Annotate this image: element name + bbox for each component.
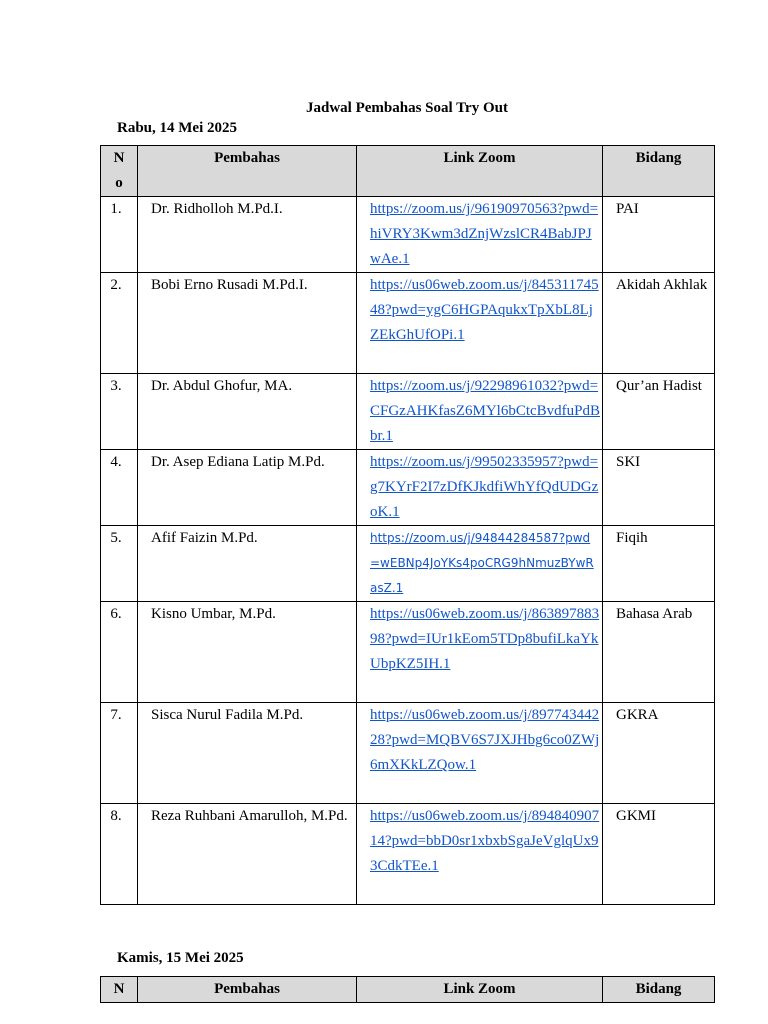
table-row xyxy=(101,273,715,374)
header-no: N xyxy=(101,977,138,1003)
day-2-date: Kamis, 15 Mei 2025 xyxy=(117,950,244,966)
bidang: Fiqih xyxy=(603,526,715,602)
zoom-link[interactable]: https://us06web.zoom.us/j/84531174548?pwd=ygC6HGPAqukxTpXbL8LjZEkGhUfOPi.1 xyxy=(370,277,599,343)
zoom-link[interactable]: https://us06web.zoom.us/j/89484090714?pwd=bbD0sr1xbxbSgaJeVglqUx93CdkTEe.1 xyxy=(370,808,600,874)
table-row xyxy=(101,602,715,703)
table-row xyxy=(101,197,715,273)
zoom-link[interactable]: https://us06web.zoom.us/j/86389788398?pwd=IUr1kEom5TDp8bufiLkaYkUbpKZ5IH.1 xyxy=(370,606,600,672)
zoom-link-cell xyxy=(357,703,603,804)
header-bidang: Bidang xyxy=(603,146,715,197)
bidang: PAI xyxy=(603,197,715,273)
header-no xyxy=(101,146,138,197)
bidang: GKMI xyxy=(603,804,715,905)
bidang: Bahasa Arab xyxy=(603,602,715,703)
row-number: 1. xyxy=(101,197,138,273)
row-number: 4. xyxy=(101,450,138,526)
table-header-row xyxy=(101,977,715,1003)
table-row xyxy=(101,703,715,804)
row-number: 3. xyxy=(101,374,138,450)
zoom-link[interactable]: https://zoom.us/j/96190970563?pwd=hiVRY3Kwm3dZnjWzslCR4BabJPJwAe.1 xyxy=(370,201,599,267)
pembahas-name: Dr. Abdul Ghofur, MA. xyxy=(138,374,357,450)
day-1-date: Rabu, 14 Mei 2025 xyxy=(117,120,237,136)
zoom-link-cell xyxy=(357,804,603,905)
zoom-link-cell xyxy=(357,374,603,450)
table-row xyxy=(101,526,715,602)
zoom-link[interactable]: https://us06web.zoom.us/j/89774344228?pwd=MQBV6S7JXJHbg6co0ZWj6mXKkLZQow.1 xyxy=(370,707,600,773)
pembahas-name: Bobi Erno Rusadi M.Pd.I. xyxy=(138,273,357,374)
header-link-zoom: Link Zoom xyxy=(357,977,603,1003)
document-title: Jadwal Pembahas Soal Try Out xyxy=(306,100,508,116)
zoom-link[interactable]: https://zoom.us/j/99502335957?pwd=g7KYrF2I7zDfKJkdfiWhYfQdUDGzoK.1 xyxy=(370,454,599,520)
pembahas-name: Sisca Nurul Fadila M.Pd. xyxy=(138,703,357,804)
table-row xyxy=(101,804,715,905)
zoom-link-cell xyxy=(357,602,603,703)
table-row xyxy=(101,374,715,450)
pembahas-name: Kisno Umbar, M.Pd. xyxy=(138,602,357,703)
header-pembahas: Pembahas xyxy=(138,146,357,197)
pembahas-name: Dr. Asep Ediana Latip M.Pd. xyxy=(138,450,357,526)
zoom-link-cell xyxy=(357,273,603,374)
zoom-link-cell xyxy=(357,197,603,273)
table-header-row xyxy=(101,146,715,197)
schedule-table-day-1 xyxy=(100,145,715,905)
pembahas-name: Dr. Ridholloh M.Pd.I. xyxy=(138,197,357,273)
header-bidang: Bidang xyxy=(603,977,715,1003)
zoom-link-cell xyxy=(357,526,603,602)
zoom-link[interactable]: https://zoom.us/j/94844284587?pwd=wEBNp4JoYKs4poCRG9hNmuzBYwRasZ.1 xyxy=(370,531,594,595)
bidang: GKRA xyxy=(603,703,715,804)
table-row xyxy=(101,450,715,526)
bidang: Qur’an Hadist xyxy=(603,374,715,450)
row-number: 8. xyxy=(101,804,138,905)
row-number: 6. xyxy=(101,602,138,703)
bidang: Akidah Akhlak xyxy=(603,273,715,374)
row-number: 5. xyxy=(101,526,138,602)
row-number: 7. xyxy=(101,703,138,804)
pembahas-name: Afif Faizin M.Pd. xyxy=(138,526,357,602)
schedule-table-day-2 xyxy=(100,976,715,1003)
pembahas-name: Reza Ruhbani Amarulloh, M.Pd. xyxy=(138,804,357,905)
row-number: 2. xyxy=(101,273,138,374)
zoom-link[interactable]: https://zoom.us/j/92298961032?pwd=CFGzAHKfasZ6MYl6bCtcBvdfuPdBbr.1 xyxy=(370,378,601,444)
zoom-link-cell xyxy=(357,450,603,526)
header-no-text: No xyxy=(113,150,125,191)
header-link-zoom: Link Zoom xyxy=(357,146,603,197)
header-pembahas: Pembahas xyxy=(138,977,357,1003)
bidang: SKI xyxy=(603,450,715,526)
